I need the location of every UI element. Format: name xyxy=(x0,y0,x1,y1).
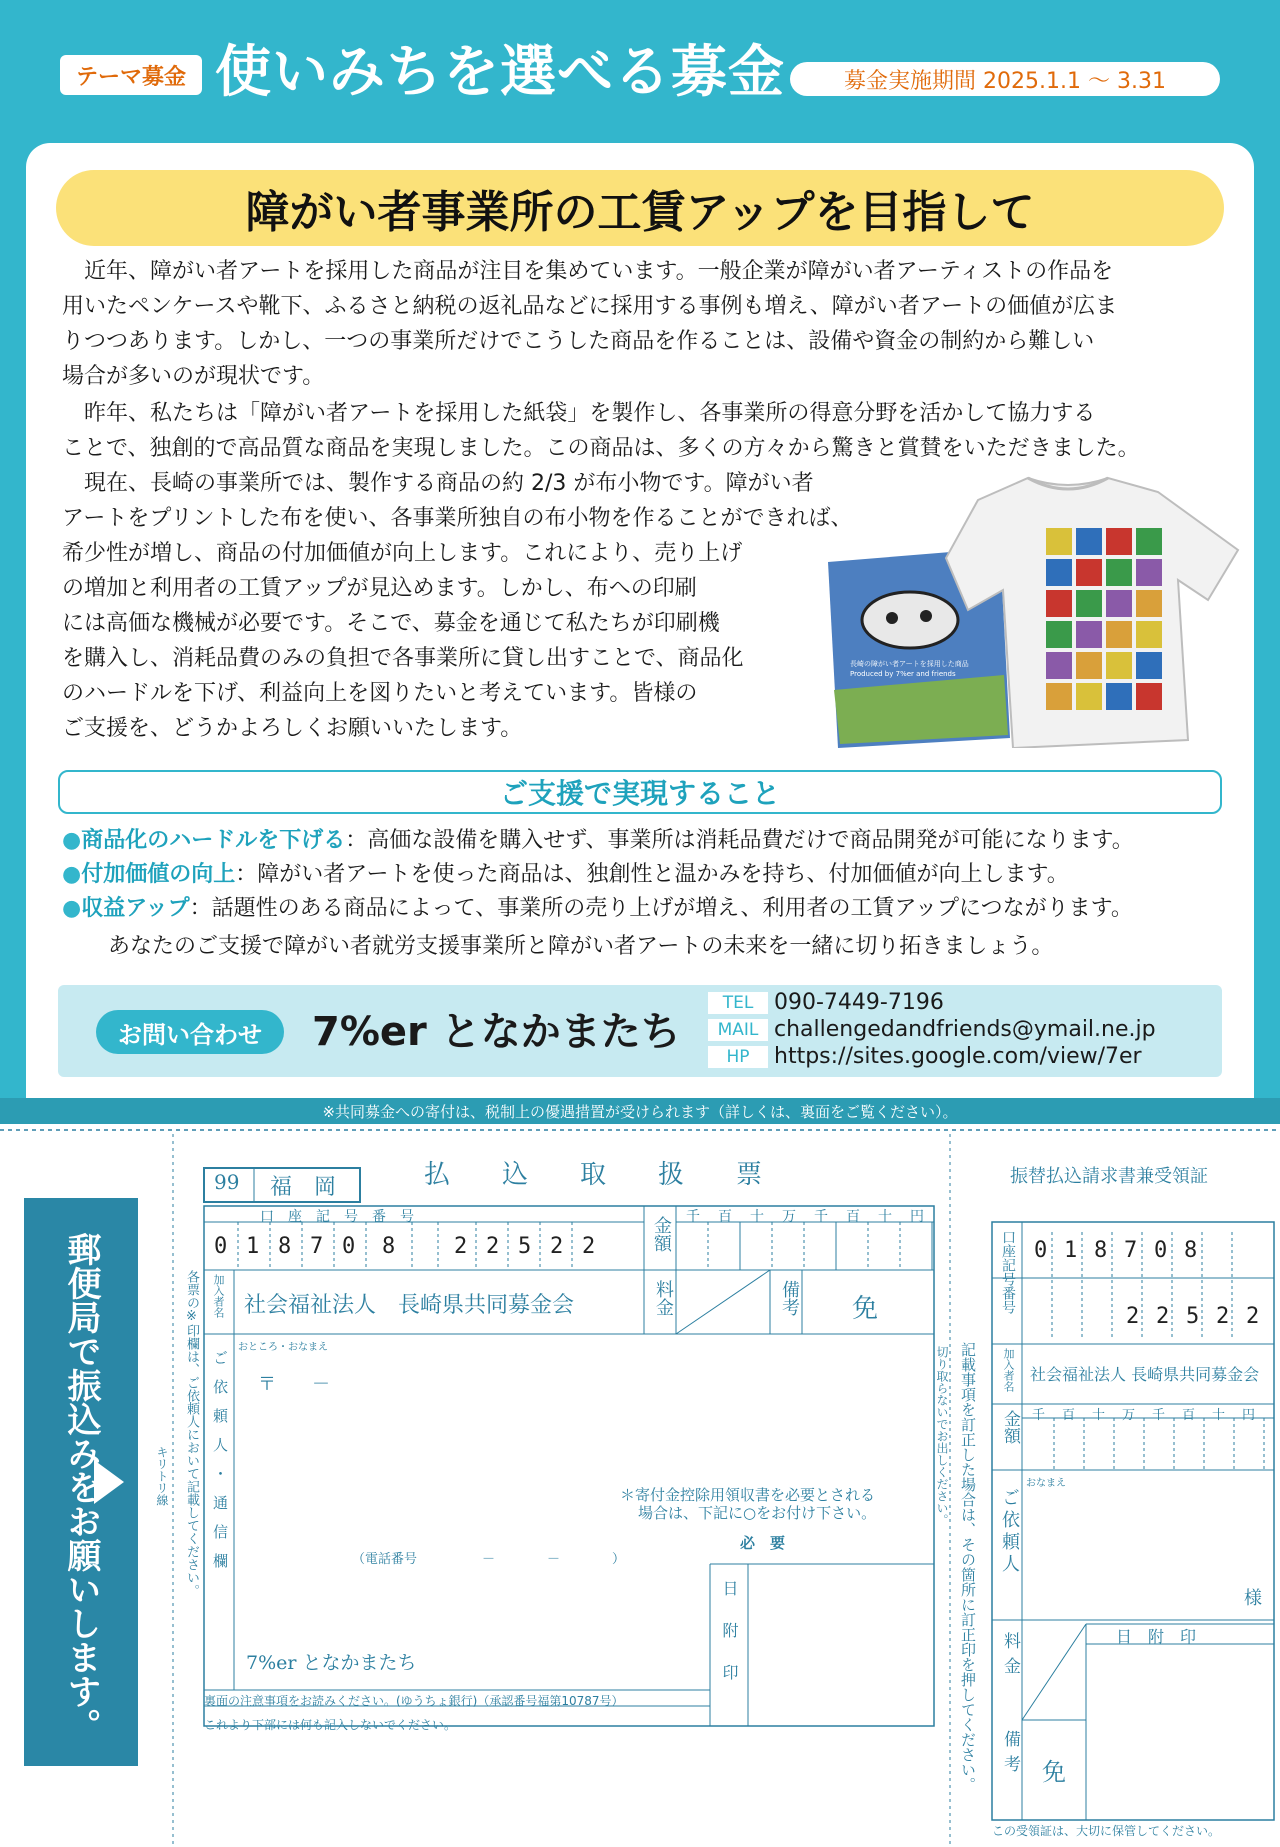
receipt-sama: 様 xyxy=(1244,1588,1262,1609)
account-digit: 2 xyxy=(486,1234,500,1259)
receipt-note-1: ＊寄付金控除用領収書を必要とされる xyxy=(620,1486,876,1504)
text-line: を購入し、消耗品費のみの負担で各事業所に貸し出すことで、商品化 xyxy=(62,646,744,671)
requester-label: ご依頼人・通信欄 xyxy=(211,1350,229,1582)
receipt-amount-unit: 千 xyxy=(1032,1408,1046,1423)
receipt-requester-label: ご依頼人 xyxy=(999,1488,1020,1576)
receipt-keep-note: この受領証は、大切に保管してください。 xyxy=(992,1824,1221,1838)
text-line: ご支援を、どうかよろしくお願いいたします。 xyxy=(62,716,523,741)
print-tile xyxy=(1046,559,1072,586)
mail-link[interactable]: challengedandfriends@ymail.ne.jp xyxy=(774,1017,1156,1042)
org-name: 7%er となかまたち xyxy=(312,1009,681,1055)
print-tile xyxy=(1106,590,1132,617)
tel-label: TEL xyxy=(708,992,768,1014)
receipt-fee-label: 料金 xyxy=(1000,1632,1020,1682)
print-tile xyxy=(1106,683,1132,710)
bottom-note-2: これより下部には何も記入しないでください。 xyxy=(204,1718,457,1732)
account-digit: 2 xyxy=(582,1234,596,1259)
towel-caption-2: Produced by 7%er and friends xyxy=(850,670,956,678)
receipt-amount-unit: 十 xyxy=(1212,1408,1226,1423)
receipt-account-digit: 8 xyxy=(1094,1238,1108,1263)
towel-caption-1: 長崎の障がい者アートを採用した商品 xyxy=(850,660,969,668)
receipt-amount-unit: 百 xyxy=(1062,1408,1076,1423)
receipt-remarks-label: 備考 xyxy=(1000,1730,1020,1780)
support-item-3 xyxy=(62,892,1133,926)
print-tile xyxy=(1106,621,1132,648)
print-tile xyxy=(1046,683,1072,710)
receipt-account-digit: 2 xyxy=(1216,1304,1230,1329)
receipt-account-digit: 8 xyxy=(1184,1238,1198,1263)
receipt-need[interactable]: 必 要 xyxy=(740,1534,786,1552)
amount-unit: 円 xyxy=(910,1209,924,1225)
receipt-amount-unit: 十 xyxy=(1092,1408,1106,1423)
text-line: りつつあります。しかし、一つの事業所だけでこうした商品を作ることは、設備や資金の制約から難しい xyxy=(62,329,1095,354)
hp-link[interactable]: https://sites.google.com/view/7er xyxy=(774,1044,1142,1069)
receipt-name-label: おなまえ xyxy=(1026,1478,1066,1489)
text-line: アートをプリントした布を使い、各事業所独自の布小物を作ることができれば、 xyxy=(62,506,853,531)
account-header: 口 座 記 号 番 号 xyxy=(260,1209,414,1225)
side-note-mid-2: 記載事項を訂正した場合は、その箇所に訂正印を押してください。 xyxy=(959,1342,977,1792)
theme-tag: テーマ募金 xyxy=(60,55,202,95)
receipt-subscriber-label: 加入者名 xyxy=(1002,1348,1015,1392)
subscriber-label: 加入者名 xyxy=(212,1274,225,1318)
office-code: 99 xyxy=(214,1170,240,1194)
tel-value[interactable]: 090-7449-7196 xyxy=(774,990,944,1015)
account-digit: 1 xyxy=(246,1234,260,1259)
receipt-account-digit: 0 xyxy=(1034,1238,1048,1263)
account-digit: 2 xyxy=(550,1234,564,1259)
bottom-note-1: 裏面の注意事項をお読みください。(ゆうちょ銀行)（承認番号福第10787号） xyxy=(204,1694,624,1708)
print-tile xyxy=(1136,528,1162,555)
hp-label: HP xyxy=(708,1046,768,1068)
text-line: 現在、長崎の事業所では、製作する商品の約 2/3 が布小物です。障がい者 xyxy=(62,471,814,496)
text-line: 近年、障がい者アートを採用した商品が注目を集めています。一般企業が障がい者アーティストの作品を xyxy=(62,259,1114,284)
remarks-label: 備考 xyxy=(779,1280,800,1316)
amount-unit: 千 xyxy=(814,1209,828,1225)
text-line: には高価な機械が必要です。そこで、募金を通じて私たちが印刷機 xyxy=(62,611,720,636)
cut-line-label: キリトリ線 xyxy=(155,1446,169,1506)
print-tile xyxy=(1136,559,1162,586)
article-heading: 障がい者事業所の工賃アップを目指して xyxy=(56,170,1224,246)
receipt-account-digit: 5 xyxy=(1186,1304,1200,1329)
print-tile xyxy=(1076,621,1102,648)
account-digit: 0 xyxy=(342,1234,356,1259)
support-item-text: ：障がい者アートを使った商品は、独創性と温かみを持ち、付加価値が向上します。 xyxy=(235,862,1069,887)
amount-unit: 百 xyxy=(846,1209,860,1225)
subscriber-name: 社会福祉法人 長崎県共同募金会 xyxy=(244,1293,575,1318)
product-photo xyxy=(828,470,1256,748)
print-tile xyxy=(1136,683,1162,710)
receipt-exempt: 免 xyxy=(1042,1758,1066,1786)
account-digit: 8 xyxy=(382,1234,396,1259)
print-tile xyxy=(1046,528,1072,555)
office-name: 福 岡 xyxy=(270,1175,337,1200)
postal-code-mark: 〒 － xyxy=(258,1374,330,1395)
page-title: 使いみちを選べる募金 xyxy=(215,40,785,105)
receipt-amount-unit: 百 xyxy=(1182,1408,1196,1423)
print-tile xyxy=(1046,590,1072,617)
support-item-1 xyxy=(62,824,1134,858)
receipt-account-label: 口座記号番号 xyxy=(1000,1230,1016,1314)
text-line: 用いたペンケースや靴下、ふるさと納税の返礼品などに採用する事例も増え、障がい者アートの価値が広ま xyxy=(62,294,1118,319)
mail-label: MAIL xyxy=(708,1019,768,1041)
bullet-icon: ● xyxy=(62,862,82,887)
receipt-account-digit: 2 xyxy=(1156,1304,1170,1329)
text-line: 場合が多いのが現状です。 xyxy=(62,364,325,389)
period-badge: 募金実施期間 2025.1.1 ～ 3.31 xyxy=(790,62,1220,96)
comm-text: 7%er となかまたち xyxy=(246,1652,417,1674)
text-line: のハードルを下げ、利益向上を図りたいと考えています。皆様の xyxy=(62,681,698,706)
receipt-account-digit: 0 xyxy=(1154,1238,1168,1263)
receipt-account-digit: 7 xyxy=(1124,1238,1138,1263)
account-digit: 5 xyxy=(518,1234,532,1259)
account-digit: 2 xyxy=(454,1234,468,1259)
form-title: 払 込 取 扱 票 xyxy=(424,1160,763,1190)
print-tile xyxy=(1076,590,1102,617)
print-tile xyxy=(1076,559,1102,586)
print-tile xyxy=(1106,528,1132,555)
paragraph-3 xyxy=(62,466,942,746)
print-tile xyxy=(1076,683,1102,710)
account-digit: 7 xyxy=(310,1234,324,1259)
bullet-icon: ● xyxy=(62,896,82,921)
contact-label: お問い合わせ xyxy=(96,1010,284,1054)
print-tile xyxy=(1106,652,1132,679)
print-tile xyxy=(1076,528,1102,555)
phone-line: （電話番号 － － ） xyxy=(352,1552,626,1567)
side-note-left: 各票の※印欄は、ご依頼人において記載してください。 xyxy=(184,1270,199,1597)
receipt-account-digit: 2 xyxy=(1126,1304,1140,1329)
receipt-title: 振替払込請求書兼受領証 xyxy=(1010,1166,1208,1187)
support-item-text: ：高価な設備を購入せず、事業所は消耗品費だけで商品開発が可能になります。 xyxy=(345,828,1134,853)
amount-unit: 百 xyxy=(718,1209,732,1225)
exempt-mark: 免 xyxy=(852,1294,879,1324)
paragraph-1 xyxy=(62,254,1232,394)
print-tile xyxy=(1046,621,1072,648)
print-tile xyxy=(1136,652,1162,679)
print-tile xyxy=(1136,621,1162,648)
text-line: 昨年、私たちは「障がい者アートを採用した紙袋」を製作し、各事業所の得意分野を活かして協力する xyxy=(62,401,1096,426)
amount-unit: 千 xyxy=(686,1209,700,1225)
support-item-key: 付加価値の向上 xyxy=(81,862,236,887)
support-item-text: ：話題性のある商品によって、事業所の売り上げが増え、利用者の工賃アップにつながります。 xyxy=(189,896,1133,921)
postal-banner-text: 郵便局で振込みをお願いします。 xyxy=(61,1232,101,1742)
receipt-account-digit: 1 xyxy=(1064,1238,1078,1263)
amount-unit: 十 xyxy=(750,1209,764,1225)
text-line: の増加と利用者の工賃アップが見込めます。しかし、布への印刷 xyxy=(62,576,697,601)
receipt-amount-unit: 円 xyxy=(1242,1408,1256,1423)
support-item-key: 収益アップ xyxy=(81,896,190,921)
text-line: 希少性が増し、商品の付加価値が向上します。これにより、売り上げ xyxy=(62,541,743,566)
receipt-account-digit: 2 xyxy=(1246,1304,1260,1329)
amount-label: 金額 xyxy=(651,1216,672,1252)
print-tile xyxy=(1076,652,1102,679)
amount-unit: 十 xyxy=(878,1209,892,1225)
closing-message: あなたのご支援で障がい者就労支援事業所と障がい者アートの未来を一緒に切り拓きましょう。 xyxy=(108,934,1054,959)
account-digit: 0 xyxy=(214,1234,228,1259)
address-label: おところ・おなまえ xyxy=(238,1342,328,1353)
paragraph-2 xyxy=(62,396,1232,466)
amount-unit: 万 xyxy=(782,1209,796,1225)
print-tile xyxy=(1046,652,1072,679)
account-digit: 8 xyxy=(278,1234,292,1259)
print-tile xyxy=(1136,590,1162,617)
receipt-amount-unit: 万 xyxy=(1122,1408,1136,1423)
receipt-amount-unit: 千 xyxy=(1152,1408,1166,1423)
receipt-amount-label: 金額 xyxy=(1000,1410,1020,1444)
support-item-2 xyxy=(62,858,1069,892)
arrow-right-icon xyxy=(94,1460,124,1504)
receipt-date-stamp: 日 附 印 xyxy=(1116,1627,1197,1646)
tax-note: ※共同募金への寄付は、税制上の優遇措置が受けられます（詳しくは、裏面をご覧ください）。 xyxy=(0,1098,1280,1124)
receipt-note-2: 場合は、下記に○をお付け下さい。 xyxy=(638,1504,877,1522)
date-stamp-label: 日附印 xyxy=(720,1580,739,1706)
support-heading: ご支援で実現すること xyxy=(58,770,1222,814)
receipt-subscriber: 社会福祉法人 長崎県共同募金会 xyxy=(1030,1365,1260,1384)
fee-label: 料金 xyxy=(653,1280,674,1316)
side-note-mid-1: 切り取らないでお出しください。 xyxy=(935,1346,949,1526)
text-line: ことで、独創的で高品質な商品を実現しました。この商品は、多くの方々から驚きと賞賛をいただきました。 xyxy=(62,436,1140,461)
support-item-key: 商品化のハードルを下げる xyxy=(81,828,346,853)
print-tile xyxy=(1106,559,1132,586)
bullet-icon: ● xyxy=(62,828,82,853)
